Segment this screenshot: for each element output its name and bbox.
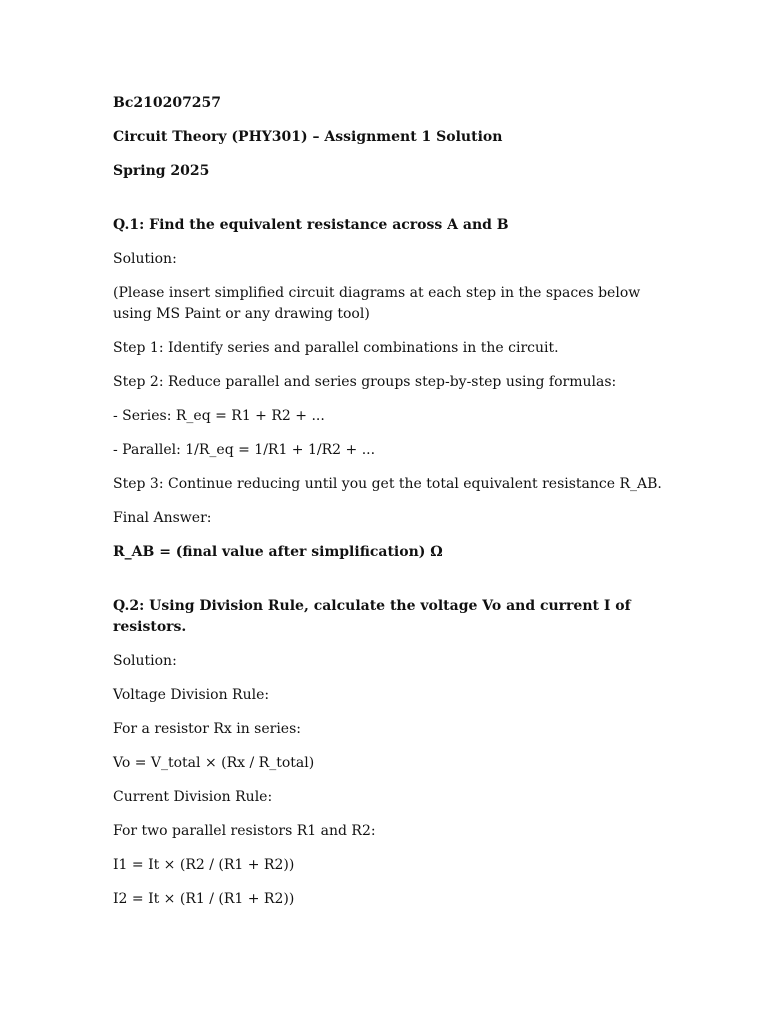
q1-heading: Q.1: Find the equivalent resistance across A and B [113,217,509,233]
q2-current-division-context: For two parallel resistors R1 and R2: [113,823,376,839]
q2-solution-label: Solution: [113,653,177,669]
q1-instruction: (Please insert simplified circuit diagrams at each step in the spaces below using MS Paint or any drawing tool) [113,285,641,322]
q1-final-answer: R_AB = (final value after simplification) Ω [113,544,443,560]
q1-series-formula: - Series: R_eq = R1 + R2 + ... [113,408,325,424]
q1-step-1: Step 1: Identify series and parallel combinations in the circuit. [113,340,559,356]
q2-voltage-division-label: Voltage Division Rule: [113,687,270,703]
q1-step-3: Step 3: Continue reducing until you get the total equivalent resistance R_AB. [113,476,662,492]
semester: Spring 2025 [113,163,210,179]
q1-step-2: Step 2: Reduce parallel and series groups step-by-step using formulas: [113,374,617,390]
q1-final-answer-label: Final Answer: [113,510,212,526]
q1-parallel-formula: - Parallel: 1/R_eq = 1/R1 + 1/R2 + ... [113,442,376,458]
student-id: Bc210207257 [113,95,222,111]
document-body [113,93,673,923]
q2-heading: Q.2: Using Division Rule, calculate the voltage Vo and current I of resistors. [113,598,631,635]
q2-i2-formula: I2 = It × (R1 / (R1 + R2)) [113,891,295,907]
q2-voltage-division-formula: Vo = V_total × (Rx / R_total) [113,755,315,771]
q2-current-division-label: Current Division Rule: [113,789,273,805]
q1-solution-label: Solution: [113,251,177,267]
q2-voltage-division-context: For a resistor Rx in series: [113,721,301,737]
document-title: Circuit Theory (PHY301) – Assignment 1 Solution [113,129,503,145]
q2-i1-formula: I1 = It × (R2 / (R1 + R2)) [113,857,295,873]
